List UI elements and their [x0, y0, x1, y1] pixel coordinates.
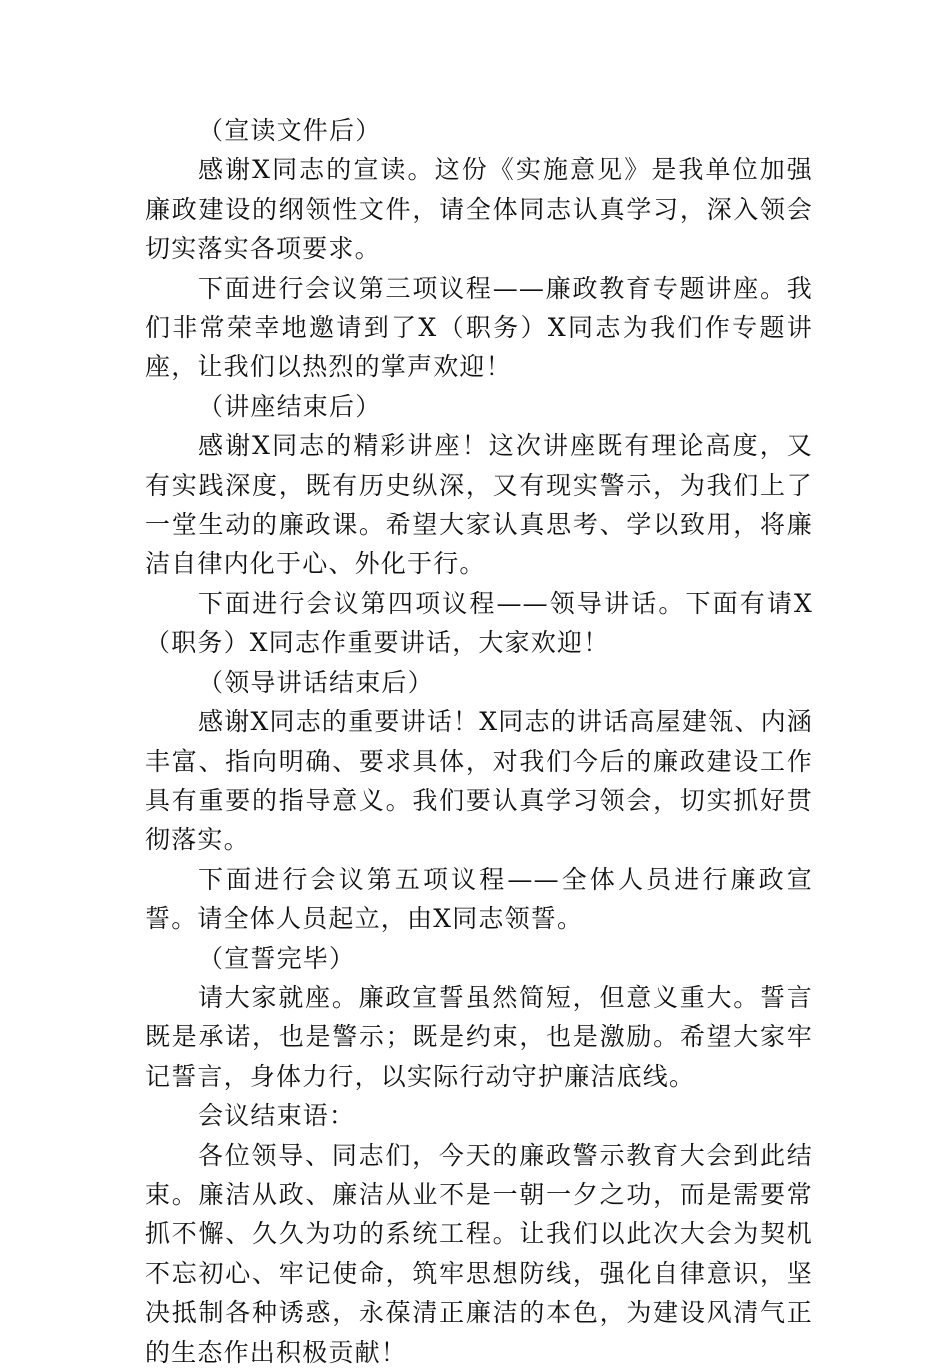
paragraph-thanks-speech: 感谢X同志的重要讲话！X同志的讲话高屋建瓴、内涵丰富、指向明确、要求具体，对我们今后的廉政建设工作具有重要的指导意义。我们要认真学习领会，切实抓好贯彻落实。	[145, 707, 813, 855]
paragraph-speech-done: （领导讲话结束后）	[198, 667, 434, 697]
paragraph-closing-remarks: 各位领导、同志们，今天的廉政警示教育大会到此结束。廉洁从政、廉洁从业不是一朝一夕之功，而是需要常抓不懈、久久为功的系统工程。让我们以此次大会为契机不忘初心、牢记使命，筑牢思想防线，强化自律意识，坚决抵制各种诱惑，永葆清正廉洁的本色，为建设风清气正的生态作出积极贡献！	[145, 1140, 813, 1367]
paragraph-agenda-five: 下面进行会议第五项议程——全体人员进行廉政宣誓。请全体人员起立，由X同志领誓。	[145, 864, 813, 934]
paragraph-thanks-reading: 感谢X同志的宣读。这份《实施意见》是我单位加强廉政建设的纲领性文件，请全体同志认真学习，深入领会切实落实各项要求。	[145, 155, 813, 264]
paragraph-agenda-four: 下面进行会议第四项议程——领导讲话。下面有请X（职务）X同志作重要讲话，大家欢迎！	[145, 588, 813, 658]
paragraph-reading-done: （宣读文件后）	[198, 116, 382, 145]
paragraph-oath-meaning: 请大家就座。廉政宣誓虽然简短，但意义重大。誓言既是承诺，也是警示；既是约束，也是激励。希望大家牢记誓言，身体力行，以实际行动守护廉洁底线。	[145, 982, 813, 1091]
paragraph-oath-done: （宣誓完毕）	[198, 943, 356, 973]
paragraph-agenda-three: 下面进行会议第三项议程——廉政教育专题讲座。我们非常荣幸地邀请到了X（职务）X同志为我们作专题讲座，让我们以热烈的掌声欢迎！	[145, 273, 813, 382]
paragraph-lecture-done: （讲座结束后）	[198, 391, 382, 421]
paragraph-thanks-lecture: 感谢X同志的精彩讲座！这次讲座既有理论高度，又有实践深度，既有历史纵深，又有现实警示，为我们上了一堂生动的廉政课。希望大家认真思考、学以致用，将廉洁自律内化于心、外化于行。	[145, 431, 813, 579]
document-body	[145, 111, 813, 1372]
paragraph-closing-heading: 会议结束语：	[198, 1101, 356, 1131]
